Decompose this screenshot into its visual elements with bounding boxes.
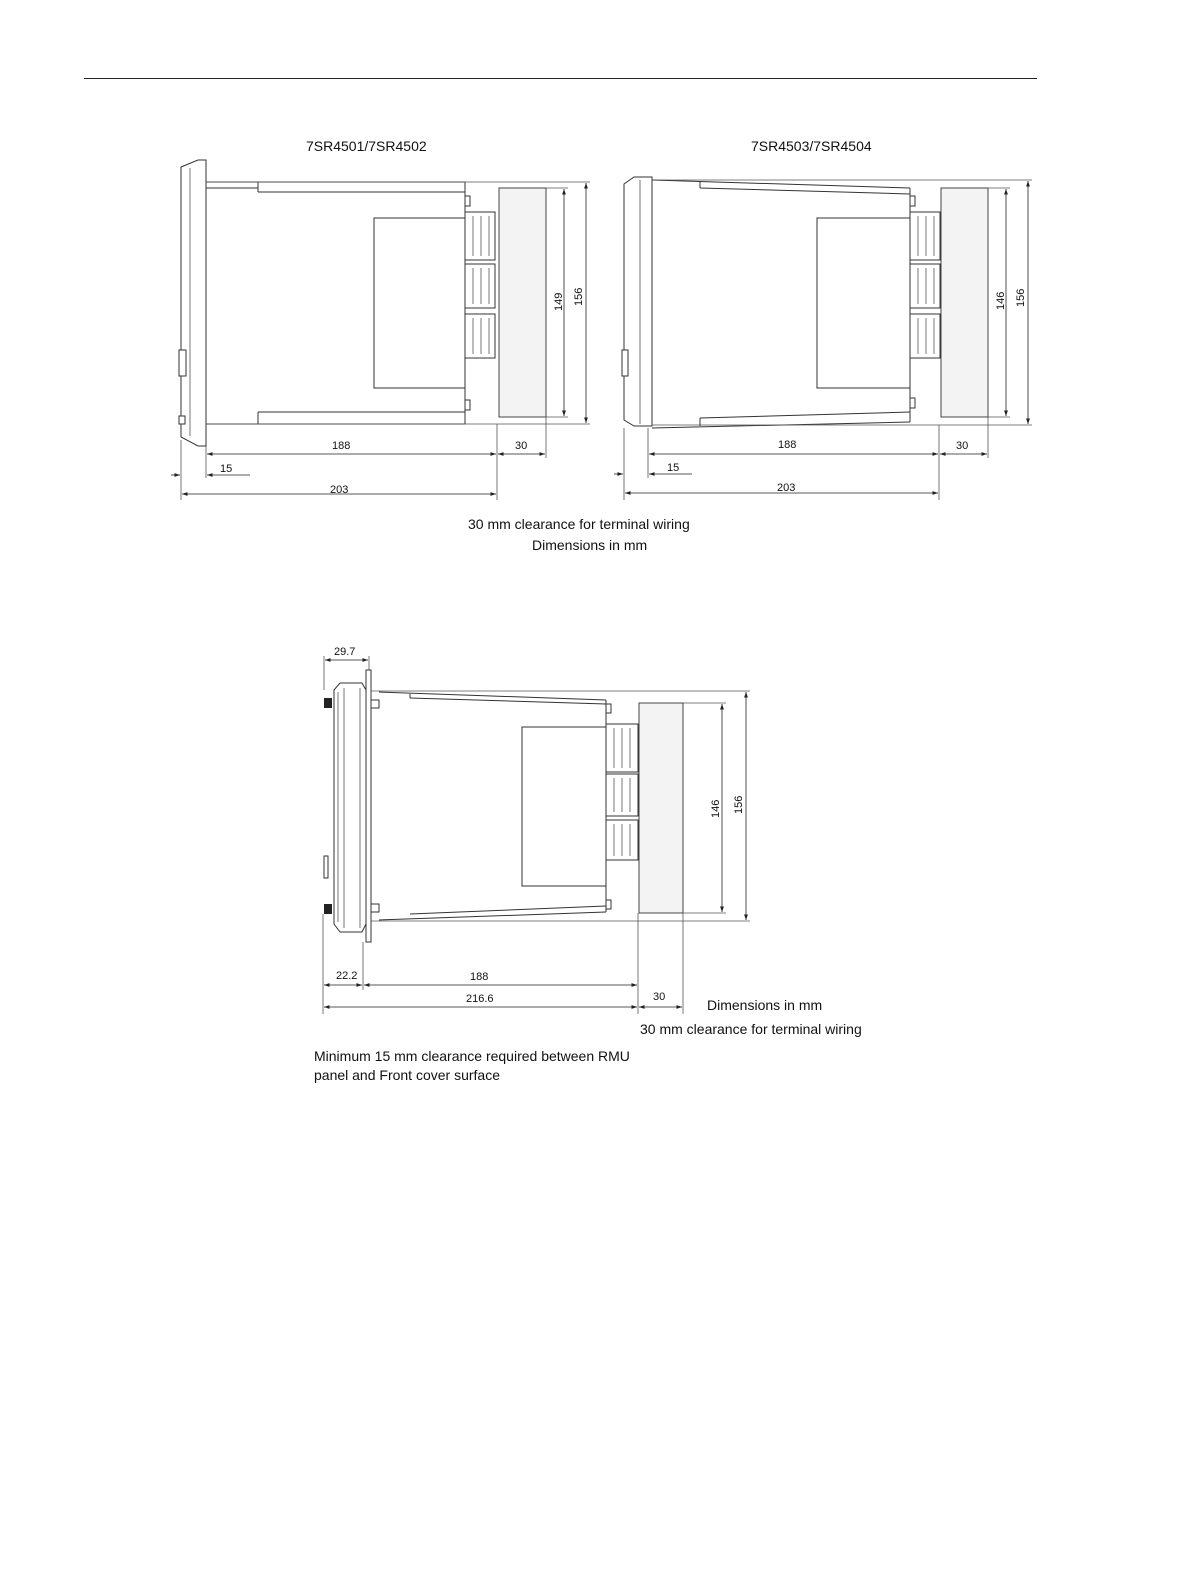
left-drawing-title: 7SR4501/7SR4502 [306,138,427,154]
bottom-dim-depth: 188 [470,971,489,983]
bottom-caption-clearance: 30 mm clearance for terminal wiring [640,1021,862,1037]
bottom-dim-total: 216.6 [466,993,494,1005]
left-dim-inner-height: 149 [553,292,565,311]
left-dim-outer-height: 156 [573,287,585,306]
right-dim-front: 15 [667,462,680,474]
right-relay-drawing [614,177,1032,500]
right-dim-total: 203 [777,482,796,494]
mounting-note-line2: panel and Front cover surface [314,1067,500,1083]
bottom-dim-clearance: 30 [653,991,666,1003]
right-drawing-title: 7SR4503/7SR4504 [751,138,872,154]
right-dim-outer-height: 156 [1015,288,1027,307]
bottom-dim-flange: 22.2 [336,970,358,982]
left-dim-front: 15 [220,463,233,475]
bottom-dim-cover: 29.7 [334,646,356,658]
left-relay-drawing [171,160,590,500]
top-caption-clearance: 30 mm clearance for terminal wiring [468,516,690,532]
right-dim-depth: 188 [778,439,797,451]
right-dim-clearance: 30 [956,440,969,452]
bottom-dim-inner-height: 146 [710,799,722,818]
mounting-note-line1: Minimum 15 mm clearance required between RMU [314,1048,630,1064]
flush-mount-drawing [323,646,750,1014]
bottom-caption-units: Dimensions in mm [707,997,823,1013]
left-dim-clearance: 30 [515,440,528,452]
top-caption-units: Dimensions in mm [532,537,648,553]
bottom-dim-outer-height: 156 [733,795,745,814]
left-dim-total: 203 [330,484,349,496]
right-dim-inner-height: 146 [995,291,1007,310]
left-dim-depth: 188 [332,440,351,452]
